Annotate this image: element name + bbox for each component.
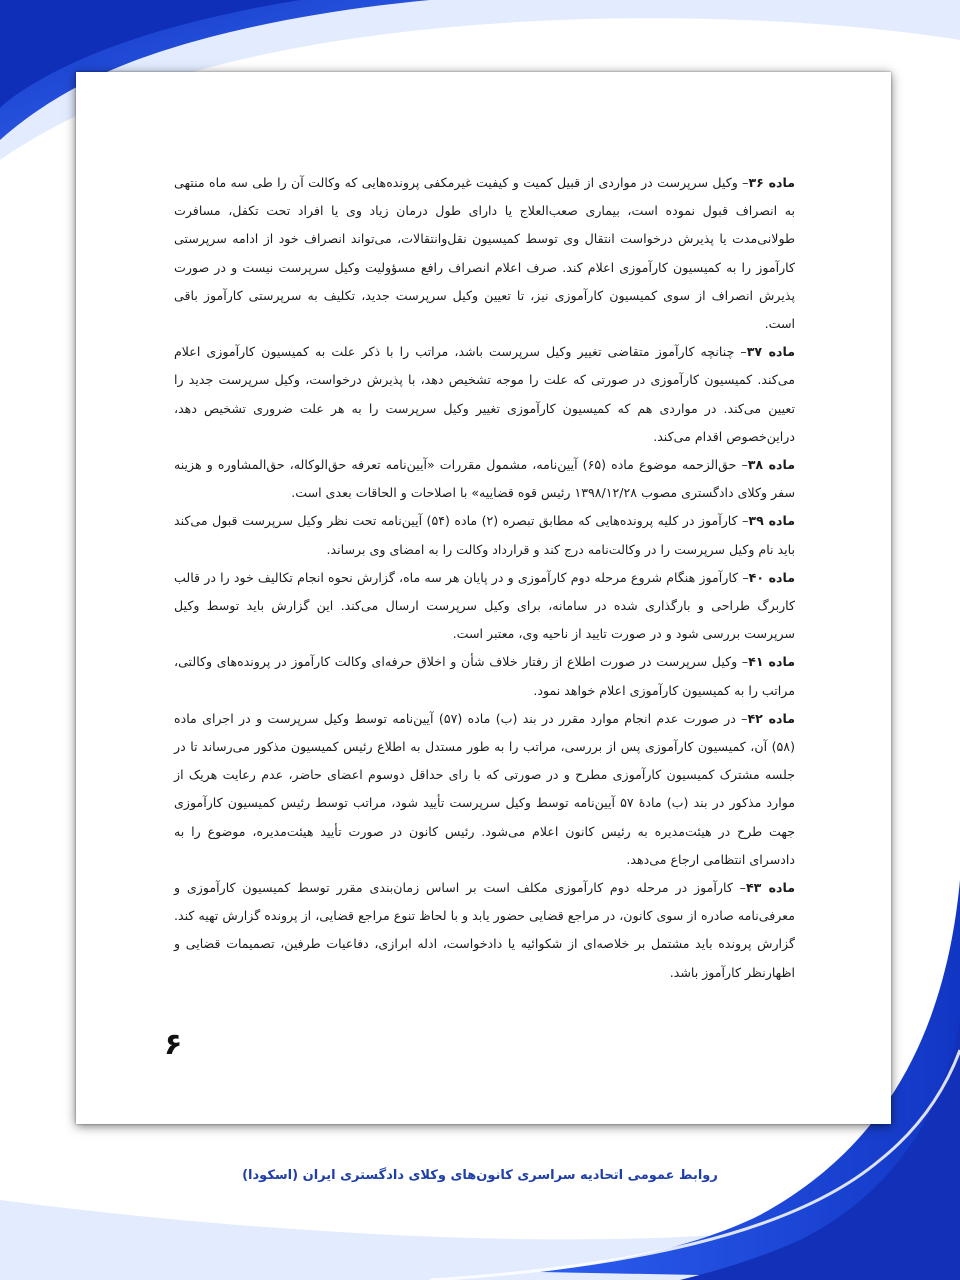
article-text: – کارآموز در مرحله دوم کارآموزی مکلف است بر اساس زمان‌بندی مقرر توسط کمیسیون کارآموزی و معرفی‌نامه صادره از سوی کانون، در مراجع قضایی حضور یابد و با لحاظ تنوع مراجع قضایی، از پرونده گزارش تهیه کند. گزارش پرونده باید مشتمل بر خلاصه‌ای از شکوائیه یا دادخواست، ادله ابرازی، دفاعیات طرفین، تصمیمات قضایی و اظهارنظر کارآموز باشد. — [174, 880, 795, 980]
document-page — [76, 72, 891, 1124]
article-42 — [174, 705, 795, 874]
article-heading: ماده ۴۳ — [745, 880, 796, 896]
article-heading: ماده ۳۶ — [748, 175, 795, 190]
article-text: – کارآموز هنگام شروع مرحله دوم کارآموزی و در پایان هر سه ماه، گزارش نحوه انجام تکالیف خود را در قالب کاربرگ طراحی و بارگذاری شده در سامانه، برای وکیل سرپرست ارسال می‌کند. این گزارش باید توسط وکیل سرپرست بررسی شود و در صورت تایید از ناحیه وی، معتبر است. — [174, 569, 795, 642]
article-text: – در صورت عدم انجام موارد مقرر در بند (ب) ماده (۵۷) آیین‌نامه توسط وکیل سرپرست و در اجرای ماده (۵۸) آن، کمیسیون کارآموزی پس از بررسی، مراتب را به طور مستدل به اطلاع رئیس کمیسیون مذکور می‌رساند تا در جلسه مشترک کمیسیون کارآموزی مطرح و در صورتی که با رای حداقل دوسوم اعضای حاضر، عدم رعایت هریک از موارد مذکور در بند (ب) مادهٔ ۵۷ آیین‌نامه توسط وکیل سرپرست تأیید شود، مراتب توسط رئیس کمیسیون کارآموزی جهت طرح در هیئت‌مدیره به رئیس کانون اعلام می‌شود. رئیس کانون در صورت تأیید هیئت‌مدیره، موضوع را به دادسرای انتظامی ارجاع می‌دهد. — [174, 710, 795, 867]
article-36 — [174, 169, 795, 338]
article-text: – کارآموز در کلیه پرونده‌هایی که مطابق تبصره (۲) ماده (۵۴) آیین‌نامه تحت نظر وکیل سرپرست قبول می‌کند باید نام وکیل سرپرست را در وکالت‌نامه درج کند و قرارداد وکالت را به امضای وی برساند. — [174, 513, 795, 557]
article-39 — [174, 507, 795, 563]
article-heading: ماده ۴۲ — [747, 710, 795, 726]
article-41 — [174, 648, 795, 704]
article-heading: ماده ۳۷ — [746, 344, 795, 360]
article-38 — [174, 451, 795, 507]
article-text: – وکیل سرپرست در صورت اطلاع از رفتار خلاف شأن و اخلاق حرفه‌ای وکالت کارآموز در پرونده‌های وکالتی، مراتب را به کمیسیون کارآموزی اعلام خواهد نمود. — [174, 654, 795, 698]
article-heading: ماده ۴۱ — [748, 654, 795, 670]
footer-credit: روابط عمومی اتحادیه سراسری کانون‌های وکلای دادگستری ایران (اسکودا) — [242, 1168, 718, 1183]
article-text: – حق‌الزحمه موضوع ماده (۶۵) آیین‌نامه، مشمول مقررات «آیین‌نامه تعرفه حق‌الوکاله، حق‌المشاوره و هزینه سفر وکلای دادگستری مصوب ۱۳۹۸/۱۲/۲۸ رئیس قوه قضاییه» با اصلاحات و الحاقات بعدی است. — [174, 457, 795, 501]
document-body — [174, 169, 795, 987]
article-40 — [174, 564, 795, 649]
article-heading: ماده ۴۰ — [748, 569, 795, 585]
article-text: – چنانچه کارآموز متقاضی تغییر وکیل سرپرست باشد، مراتب را با ذکر علت به کمیسیون کارآموزی اعلام می‌کند. کمیسیون کارآموزی در صورتی که علت را موجه تشخیص دهد، با پذیرش درخواست، وکیل سرپرست جدید را تعیین می‌کند. در مواردی هم که کمیسیون کارآموزی تغییر وکیل سرپرست را به هر علت ضروری تشخیص دهد، دراین‌خصوص اقدام می‌کند. — [174, 344, 795, 444]
article-heading: ماده ۳۸ — [747, 457, 795, 473]
article-43 — [174, 874, 795, 987]
article-37 — [174, 338, 795, 451]
article-text: – وکیل سرپرست در مواردی از قبیل کمیت و کیفیت غیرمکفی پرونده‌هایی که وکالت آن را طی سه ماه منتهی به انصراف قبول نموده است، بیماری صعب‌العلاج یا دارای طول درمان زیاد وی یا افراد تحت تکفل، مسافرت طولانی‌مدت یا پذیرش درخواست انتقال وی توسط کمیسیون نقل‌وانتقالات، می‌تواند انصراف خود از ادامه سرپرستی کارآموز را به کمیسیون کارآموزی اعلام کند. صرف اعلام انصراف رافع مسؤولیت وکیل سرپرست نیست و در صورت پذیرش انصراف از سوی کمیسیون کارآموزی نیز، تا تعیین وکیل سرپرست جدید، تکلیف به سرپرستی کارآموز باقی است. — [174, 175, 795, 332]
article-heading: ماده ۳۹ — [748, 513, 796, 529]
page-number: ۶ — [164, 1027, 183, 1062]
